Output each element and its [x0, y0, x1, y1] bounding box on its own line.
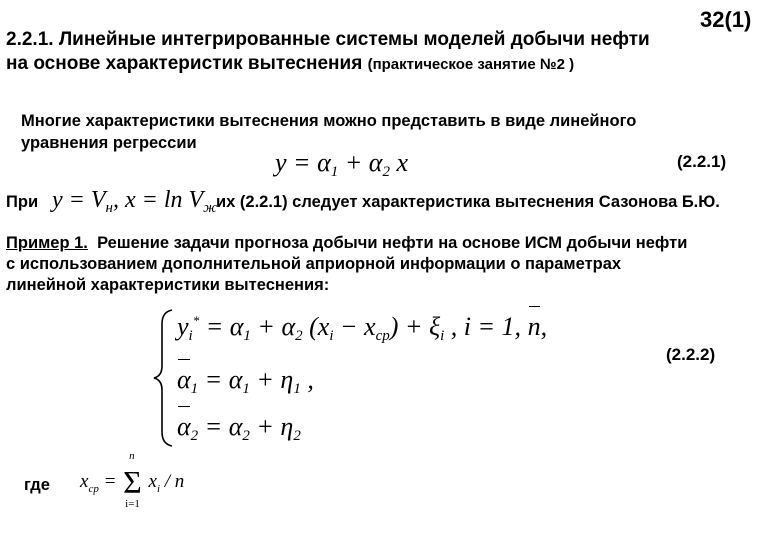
slide-number: 32(1): [700, 7, 752, 32]
gde-label: где: [24, 476, 50, 494]
title-line-2-text: на основе характеристик вытеснения: [6, 53, 363, 74]
system-line-1: $y_i^* = \alpha_1 + \alpha_2$ $(x_i - x_{ср}) + \xi_i$ , i = 1, n,: [177, 312, 548, 344]
example-line-2: с использованием дополнительной априорной информации о параметрах: [6, 255, 622, 273]
xcp-formula: [80, 450, 185, 510]
xcp-rhs: $x_i$ / n: [148, 471, 185, 495]
system-line-2: $\alpha_1 = \alpha_1 + \eta_1$ ,: [177, 365, 314, 397]
title-note: (практическое занятие №2 ): [367, 56, 575, 73]
example-line-3: линейной характеристики вытеснения:: [6, 276, 330, 294]
intro-line-2: уравнения регрессии: [21, 134, 197, 152]
system-line-3: $\alpha_2 = \alpha_2 + \eta_2$: [177, 412, 301, 444]
equation-number-2-2-1: (2.2.1): [677, 152, 727, 171]
example-text: [6, 233, 687, 296]
pri-label: При: [6, 193, 39, 211]
intro-line-1: Многие характеристики вытеснения можно представить в виде линейного: [21, 112, 637, 130]
xcp-lhs: $x_{ср}$ =: [80, 471, 117, 495]
substitution-formula: $y = V_н$, $x = \ln V_ж$: [52, 187, 218, 216]
example-line-1-text: Решение задачи прогноза добычи нефти на основе ИСМ добычи нефти: [97, 234, 688, 252]
example-line-1: [6, 233, 687, 254]
sum-symbol: Σ n i=1: [123, 450, 142, 510]
slide-title: [6, 28, 650, 77]
example-label: Пример 1.: [6, 234, 88, 252]
title-line-2: [6, 52, 650, 77]
pri-text: их (2.2.1) следует характеристика вытеснения Сазонова Б.Ю.: [216, 193, 720, 211]
equation-number-2-2-2: (2.2.2): [666, 345, 716, 364]
system-brace: [150, 308, 174, 448]
equation-2-2-1: $y = \alpha_1 + \alpha_2$ x: [275, 148, 408, 180]
title-line-1: 2.2.1. Линейные интегрированные системы моделей добычи нефти: [6, 29, 650, 50]
